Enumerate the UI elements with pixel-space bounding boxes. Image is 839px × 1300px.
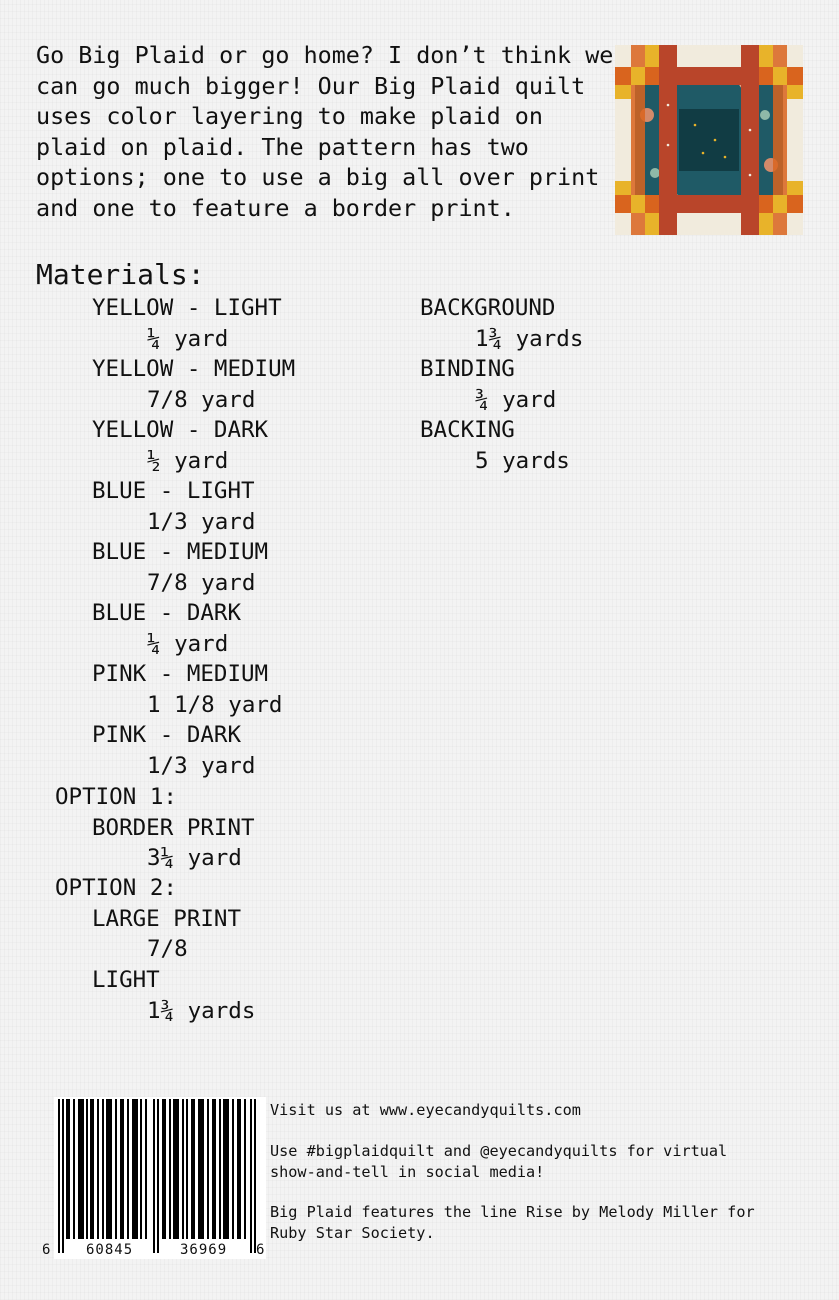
material-amount: 3¼ yard [147, 845, 242, 871]
material-amount: 1 1/8 yard [147, 692, 283, 718]
barcode-digit-first: 6 [42, 1242, 51, 1258]
material-amount: 1/3 yard [147, 753, 256, 779]
social-hashtag-text: Use #bigplaidquilt and @eyecandyquilts for virtual show-and-tell in social media! [270, 1142, 728, 1181]
material-name: BINDING [420, 356, 515, 382]
material-name: BLUE - MEDIUM [92, 539, 269, 565]
material-amount: 7/8 yard [147, 570, 256, 596]
material-amount: ¾ yard [475, 387, 557, 413]
option-2-label: OPTION 2: [55, 875, 177, 901]
material-name: YELLOW - LIGHT [92, 295, 282, 321]
fabric-credit-text: Big Plaid features the line Rise by Melody Miller for Ruby Star Society. [270, 1203, 755, 1242]
barcode [54, 1097, 266, 1259]
barcode-digit-last: 6 [256, 1242, 265, 1258]
material-amount: 1/3 yard [147, 509, 256, 535]
material-name: LIGHT [92, 967, 160, 993]
option-1-label: OPTION 1: [55, 784, 177, 810]
material-name: BLUE - DARK [92, 600, 242, 626]
material-name: BORDER PRINT [92, 815, 255, 841]
material-amount: 1¾ yards [147, 998, 256, 1024]
material-name: YELLOW - DARK [92, 417, 269, 443]
barcode-group-right: 36969 [180, 1242, 228, 1258]
material-amount: ¼ yard [147, 631, 229, 657]
materials-heading: Materials: [36, 258, 205, 291]
material-name: PINK - DARK [92, 722, 242, 748]
material-amount: 1¾ yards [475, 326, 584, 352]
barcode-group-left: 60845 [86, 1242, 134, 1258]
material-name: BACKING [420, 417, 515, 443]
material-amount: 5 yards [475, 448, 570, 474]
material-name: LARGE PRINT [92, 906, 242, 932]
material-amount: 7/8 yard [147, 387, 256, 413]
material-name: BACKGROUND [420, 295, 556, 321]
quilt-block-image [615, 45, 803, 235]
website-line: Visit us at www.eyecandyquilts.com [270, 1101, 581, 1119]
material-name: YELLOW - MEDIUM [92, 356, 296, 382]
material-name: BLUE - LIGHT [92, 478, 255, 504]
material-amount: ½ yard [147, 448, 229, 474]
intro-paragraph: Go Big Plaid or go home? I don’t think we can go much bigger! Our Big Plaid quilt uses color layering to make plaid on plaid on plaid. The pattern has two options; one to use a big all over print and one to feature a border print. [36, 41, 614, 222]
material-name: PINK - MEDIUM [92, 661, 269, 687]
material-amount: 7/8 [147, 936, 188, 962]
material-amount: ¼ yard [147, 326, 229, 352]
